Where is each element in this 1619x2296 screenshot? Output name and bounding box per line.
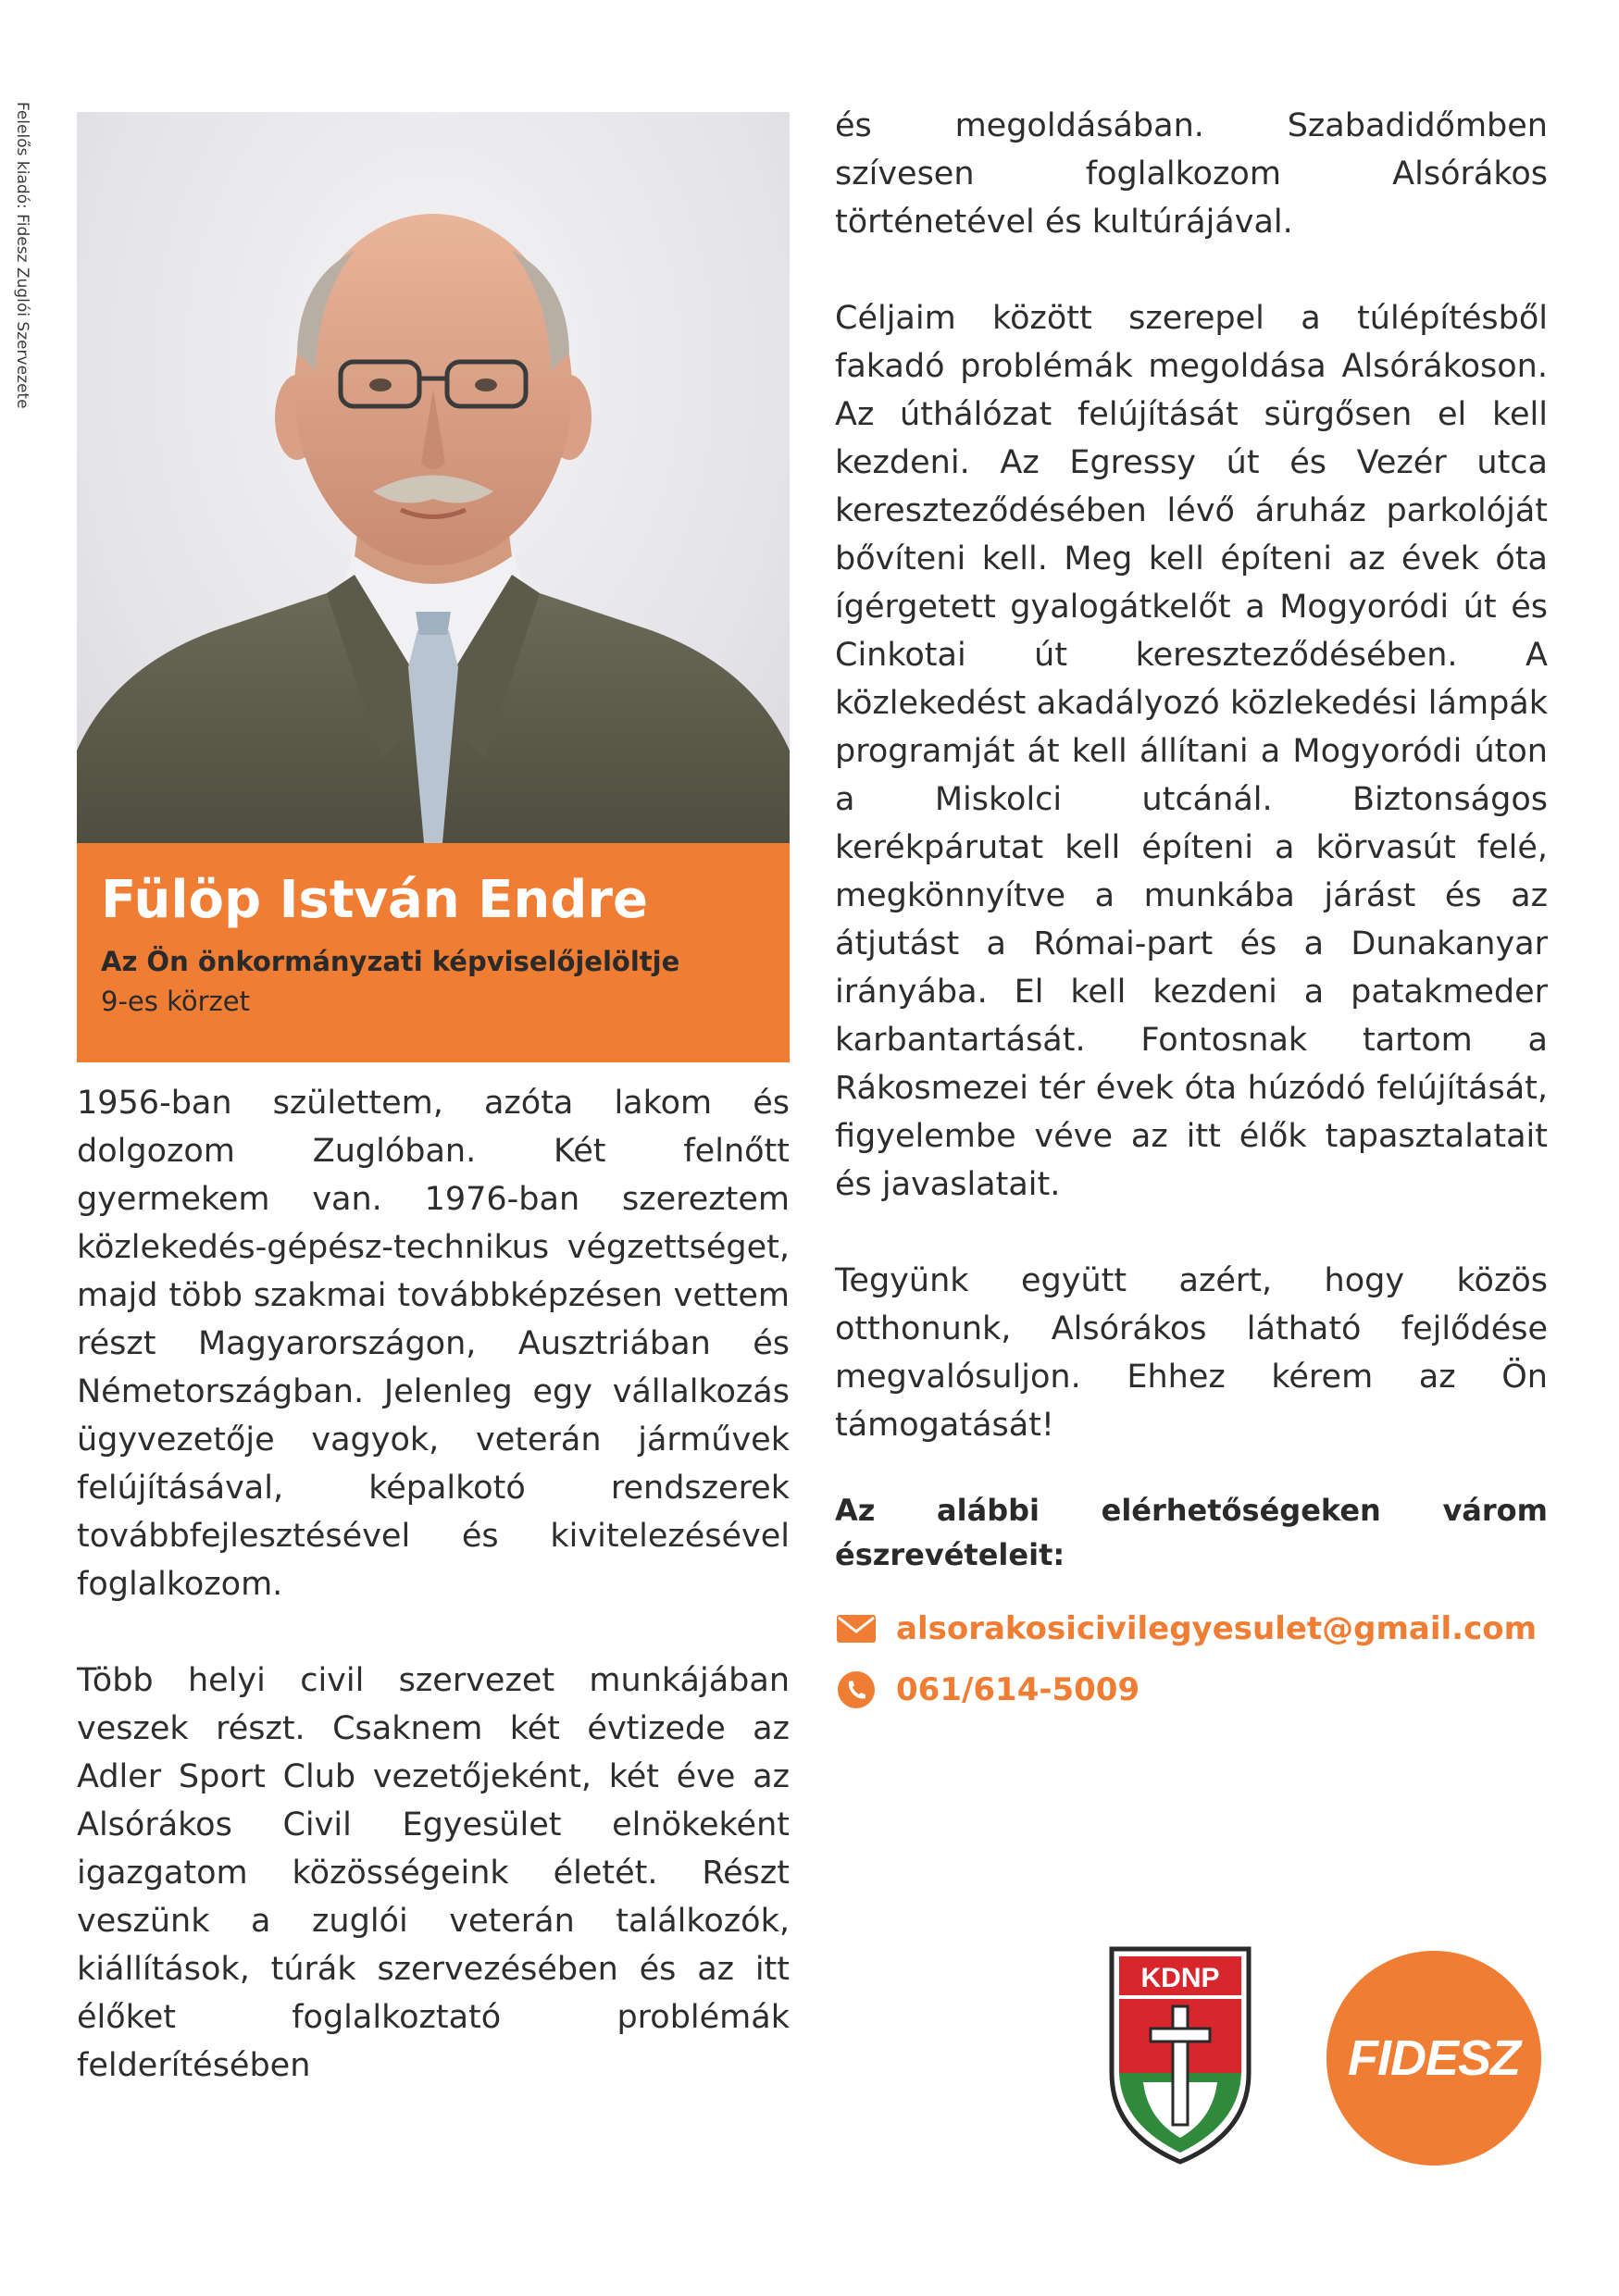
envelope-icon <box>835 1610 878 1647</box>
continued-paragraph: és megoldásában. Szabadidőmben szívesen foglalkozom Alsórákos történetével és kultúrájával. <box>835 107 1548 241</box>
goals-paragraph: Céljaim között szerepel a túlépítésből fakadó problémák megoldása Alsórákoson. Az úthálózat felújítását sürgősen el kell kezdeni. Az Egressy út és Vezér utca kereszteződésében lévő áruház parkolóját bővíteni kell. Meg kell építeni az évek óta ígérgetett gyalogátkelőt a Mogyoródi út és Cinkotai út kereszteződésében. A közlekedést akadályozó közlekedési lámpák programját át kell állítani a Mogyoródi úton a Miskolci utcánál. Biztonságos kerékpárutat kell építeni a körvasút felé, megkönnyítve a munkába járást és az átjutást a Római-part és a Dunakanyar irányába. El kell kezdeni a patakmeder karbantartását. Fontosnak tartom a Rákosmezei tér évek óta húzódó felújítását, figyelembe véve az itt élők tapasztalatait és javaslatait. <box>835 300 1548 1203</box>
contact-phone[interactable]: 061/614-5009 <box>896 1671 1140 1708</box>
publisher-note: Felelős kiadó: Fidesz Zuglói Szervezete <box>13 102 31 409</box>
fidesz-label: FIDESZ <box>1347 2030 1520 2086</box>
phone-icon <box>835 1671 878 1708</box>
contact-email[interactable]: alsorakosicivilegyesulet@gmail.com <box>896 1610 1538 1647</box>
contact-email-row[interactable] <box>835 1605 1548 1653</box>
fidesz-logo <box>1326 1951 1541 2166</box>
right-column <box>835 102 1548 1714</box>
kdnp-label: KDNP <box>1140 1963 1220 1993</box>
bio-paragraph: 1956-ban születtem, azóta lakom és dolgozom Zuglóban. Két felnőtt gyermekem van. 1976-ban szereztem közlekedés-gépész-technikus végzettséget, majd több szakmai továbbképzésen vettem részt Magyarországon, Ausztriában és Németországban. Jelenleg egy vállalkozás ügyvezetője vagyok, veterán járművek felújításával, képalkotó rendszerek továbbfejlesztésével és kivitelezésével foglalkozom. <box>77 1085 790 1603</box>
candidate-info-box <box>77 843 790 1062</box>
party-logos <box>1106 1943 1560 2221</box>
candidate-name: Fülöp István Endre <box>101 870 648 930</box>
candidate-district: 9-es körzet <box>101 985 250 1017</box>
portrait-illustration <box>77 112 790 843</box>
kdnp-logo <box>1106 1943 1254 2166</box>
contact-phone-row[interactable] <box>835 1666 1548 1714</box>
contact-heading: Az alábbi elérhetőségeken várom észrevételeit: <box>835 1493 1548 1572</box>
civil-paragraph: Több helyi civil szervezet munkájában veszek részt. Csaknem két évtizede az Adler Sport Club vezetőjeként, két éve az Alsórákos Civil Egyesület elnökeként igazgatom közösségeink életét. Részt veszünk a zuglói veterán találkozók, kiállítások, túrák szervezésében és az itt élőket foglalkoztató problémák felderítésében <box>77 1662 790 2084</box>
candidate-role: Az Ön önkormányzati képviselőjelöltje <box>101 946 680 978</box>
left-column <box>77 1079 790 2138</box>
appeal-paragraph: Tegyünk együtt azért, hogy közös otthonunk, Alsórákos látható fejlődése megvalósuljon. Ehhez kérem az Ön támogatását! <box>835 1262 1548 1444</box>
candidate-photo <box>77 112 790 843</box>
